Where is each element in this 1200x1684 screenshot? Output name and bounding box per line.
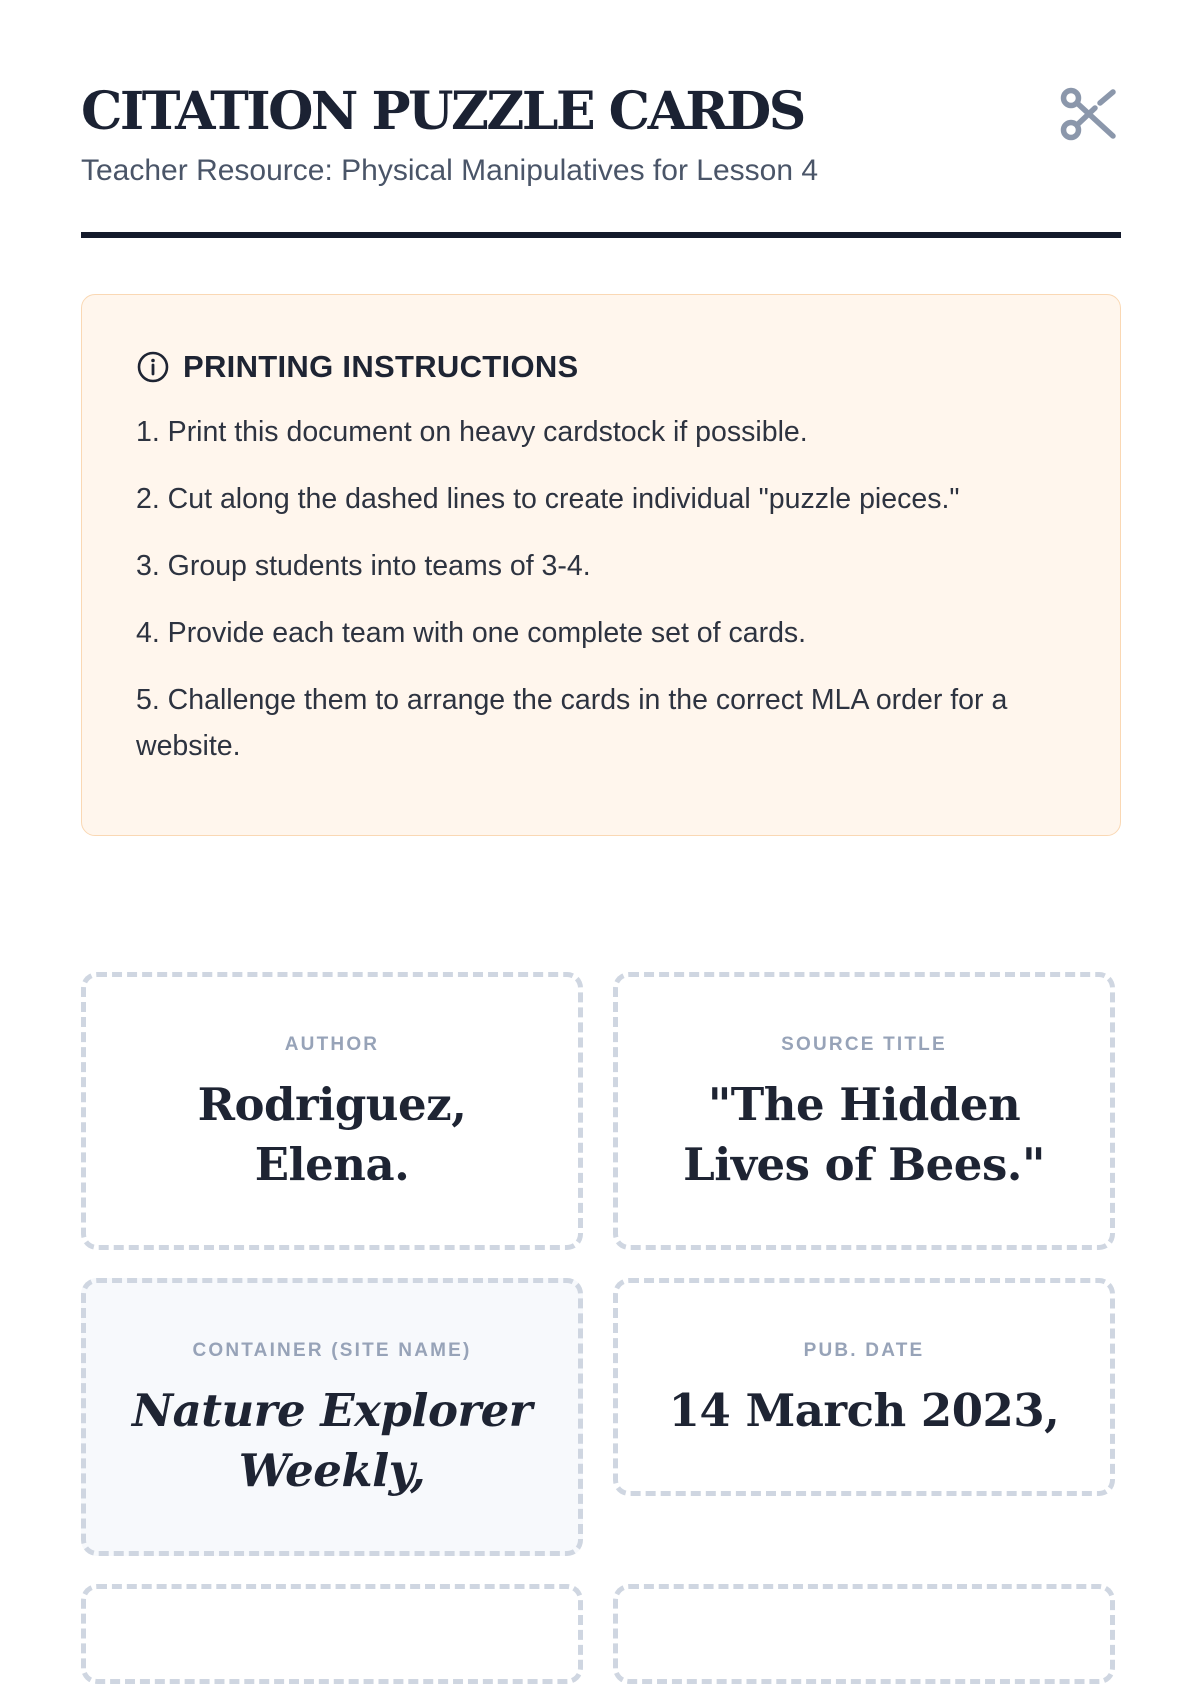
page-header [81,0,1121,240]
puzzle-card-container [81,1278,583,1556]
info-icon [136,350,170,384]
card-label: CONTAINER (SITE NAME) [192,1340,472,1361]
instruction-step: 1. Print this document on heavy cardstock if possible. [136,416,808,448]
instruction-step: 3. Group students into teams of 3-4. [136,550,591,582]
puzzle-card-partial [81,1584,583,1684]
card-label: AUTHOR [284,1034,380,1055]
instructions-title [136,347,1066,387]
instruction-step: 5. Challenge them to arrange the cards in the correct MLA order for a website. [136,684,1008,762]
card-label: PUB. DATE [803,1340,925,1361]
instruction-step: 2. Cut along the dashed lines to create individual "puzzle pieces." [136,483,960,515]
scissors-icon [1059,84,1119,144]
card-value: 14 March 2023, [668,1384,1060,1437]
card-label: SOURCE TITLE [781,1034,947,1055]
page-subtitle: Teacher Resource: Physical Manipulatives for Lesson 4 [81,154,819,187]
worksheet-page [81,0,1121,1497]
puzzle-card-source-title [613,972,1115,1250]
instruction-step: 4. Provide each team with one complete set of cards. [136,617,807,649]
puzzle-card-author [81,972,583,1250]
page-title: CITATION PUZZLE CARDS [81,81,804,142]
card-value: "The Hidden Lives of Bees." [683,1078,1045,1191]
card-value: Nature Explorer Weekly, [131,1384,533,1497]
puzzle-card-partial [613,1584,1115,1684]
card-value: Rodriguez, Elena. [197,1078,467,1191]
instructions-list [136,409,1066,769]
printing-instructions-panel [81,294,1121,836]
puzzle-card-pub-date [613,1278,1115,1496]
instructions-heading: PRINTING INSTRUCTIONS [183,349,579,384]
header-rule [81,232,1121,238]
